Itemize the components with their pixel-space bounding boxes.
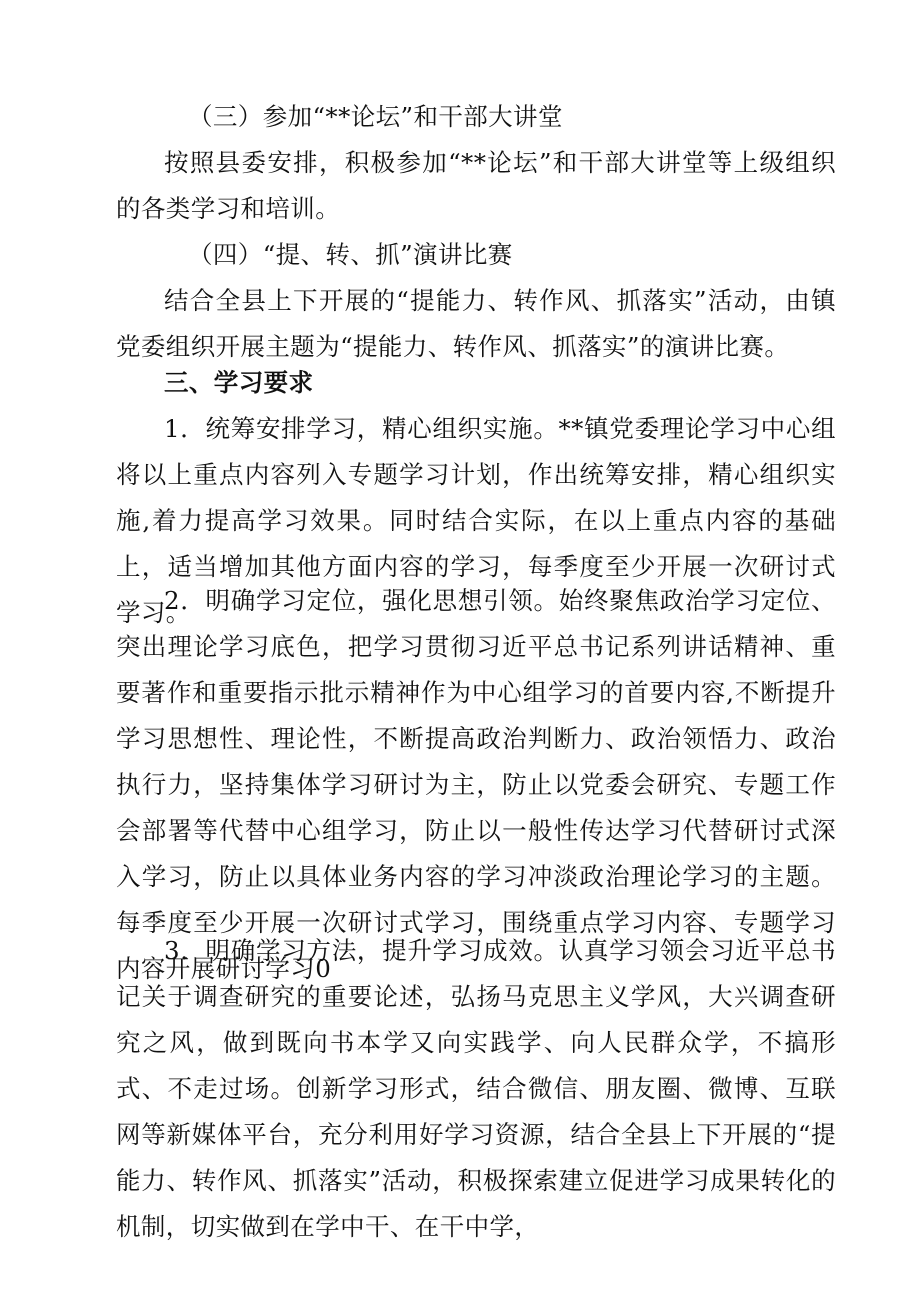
requirement-item-3: 3．明确学习方法，提升学习成效。认真学习领会习近平总书记关于调查研究的重要论述，弘扬马克思主义学风，大兴调查研究之风，做到既向书本学又向实践学、向人民群众学，不搞形式、不走过场。创新学习形式，结合微信、朋友圈、微博、互联网等新媒体平台，充分利用好学习资源，结合全县上下开展的“提能力、转作风、抓落实”活动，积极探索建立促进学习成果转化的机制，切实做到在学中干、在干中学， [116,936,836,1241]
subsection-heading-3: （三）参加“**论坛”和干部大讲堂 [188,102,563,131]
paragraph-forum: 按照县委安排，积极参加“**论坛”和干部大讲堂等上级组织的各类学习和培训。 [116,148,836,223]
paragraph-speech-contest: 结合全县上下开展的“提能力、转作风、抓落实”活动，由镇党委组织开展主题为“提能力、转作风、抓落实”的演讲比赛。 [116,286,836,361]
requirement-item-2: 2．明确学习定位，强化思想引领。始终聚焦政治学习定位、突出理论学习底色，把学习贯彻习近平总书记系列讲话精神、重要著作和重要指示批示精神作为中心组学习的首要内容,不断提升学习思想性、理论性，不断提高政治判断力、政治领悟力、政治执行力，坚持集体学习研讨为主，防止以党委会研究、专题工作会部署等代替中心组学习，防止以一般性传达学习代替研讨式深入学习，防止以具体业务内容的学习冲淡政治理论学习的主题。每季度至少开展一次研讨式学习，围绕重点学习内容、专题学习内容开展研讨学习0 [116,586,836,983]
section-heading-requirements: 三、学习要求 [164,368,314,397]
subsection-heading-4: （四）“提、转、抓”演讲比赛 [188,240,513,269]
requirement-item-1: 1．统筹安排学习，精心组织实施。**镇党委理论学习中心组将以上重点内容列入专题学习计划，作出统筹安排，精心组织实施,着力提高学习效果。同时结合实际，在以上重点内容的基础上，适当增加其他方面内容的学习，每季度至少开展一次研讨式学习。 [116,414,836,627]
